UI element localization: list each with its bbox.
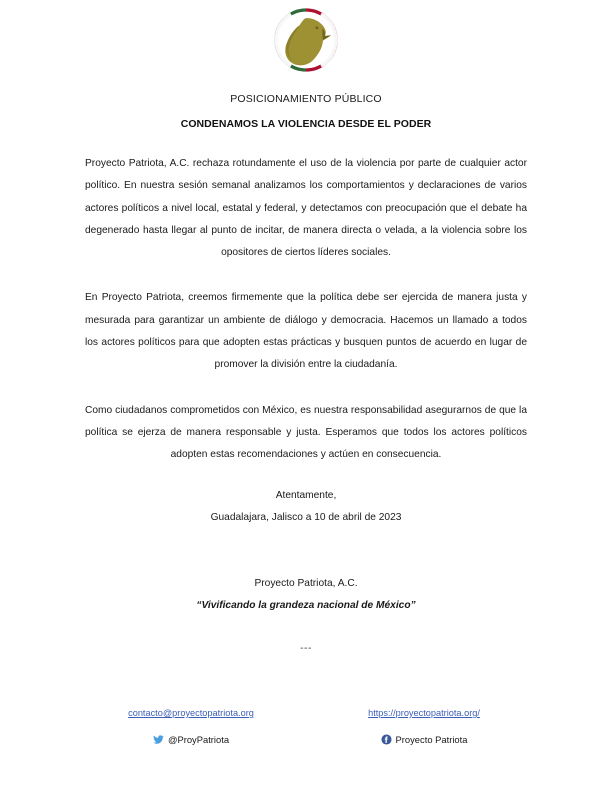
footer-column-website [306,703,532,746]
organization-slogan: “Vivificando la grandeza nacional de México” [196,600,416,612]
document-footer [0,703,612,746]
twitter-handle-label[interactable]: @ProyPatriota [167,734,230,745]
section-divider: --- [300,643,312,654]
email-link[interactable]: contacto@proyectopatriota.org [128,708,254,718]
facebook-icon[interactable] [381,734,392,745]
body-paragraph: Como ciudadanos comprometidos con México, es nuestra responsabilidad asegurarnos de que la política se ejerza de manera responsable y justa. Esperamos que todos los actores políticos adopten estas recomendaciones y actúen en consecuencia. [85,404,527,461]
facebook-page-row[interactable] [316,733,532,746]
place-date-text: Guadalajara, Jalisco a 10 de abril de 2023 [210,512,402,524]
eagle-emblem-icon [272,6,340,74]
kicker-heading: POSICIONAMIENTO PÚBLICO [230,93,382,105]
organization-name: Proyecto Patriota, A.C. [254,578,358,589]
document-body [85,153,527,467]
signature-block [0,573,612,618]
twitter-bird-icon[interactable] [153,734,164,745]
body-paragraph: En Proyecto Patriota, creemos firmemente que la política debe ser ejercida de manera justa y mesurada para garantizar un ambiente de diálogo y democracia. Hacemos un llamado a todos los actores políticos para que adopten estas prácticas y busquen puntos de acuerdo en lugar de promover la división entre la ciudadanía. [85,292,527,371]
salutation-text: Atentamente, [275,490,337,501]
website-link[interactable]: https://proyectopatriota.org/ [368,708,480,718]
body-paragraph: Proyecto Patriota, A.C. rechaza rotundamente el uso de la violencia por parte de cualquier actor político. En nuestra sesión semanal analizamos los comportamientos y declaraciones de varios actores políticos a nivel local, estatal y federal, y detectamos con preocupación que el debate ha degenerado hasta llegar al punto de incitar, de manera directa o velada, a la violencia sobre los opositores de ciertos líderes sociales. [85,158,527,259]
facebook-page-label[interactable]: Proyecto Patriota [395,734,468,745]
organization-logo [0,6,612,74]
document-heading [0,92,612,131]
footer-column-contact [80,703,306,746]
page-title: CONDENAMOS LA VIOLENCIA DESDE EL PODER [180,118,432,130]
twitter-handle-row[interactable] [80,733,302,746]
closing-block [0,485,612,530]
